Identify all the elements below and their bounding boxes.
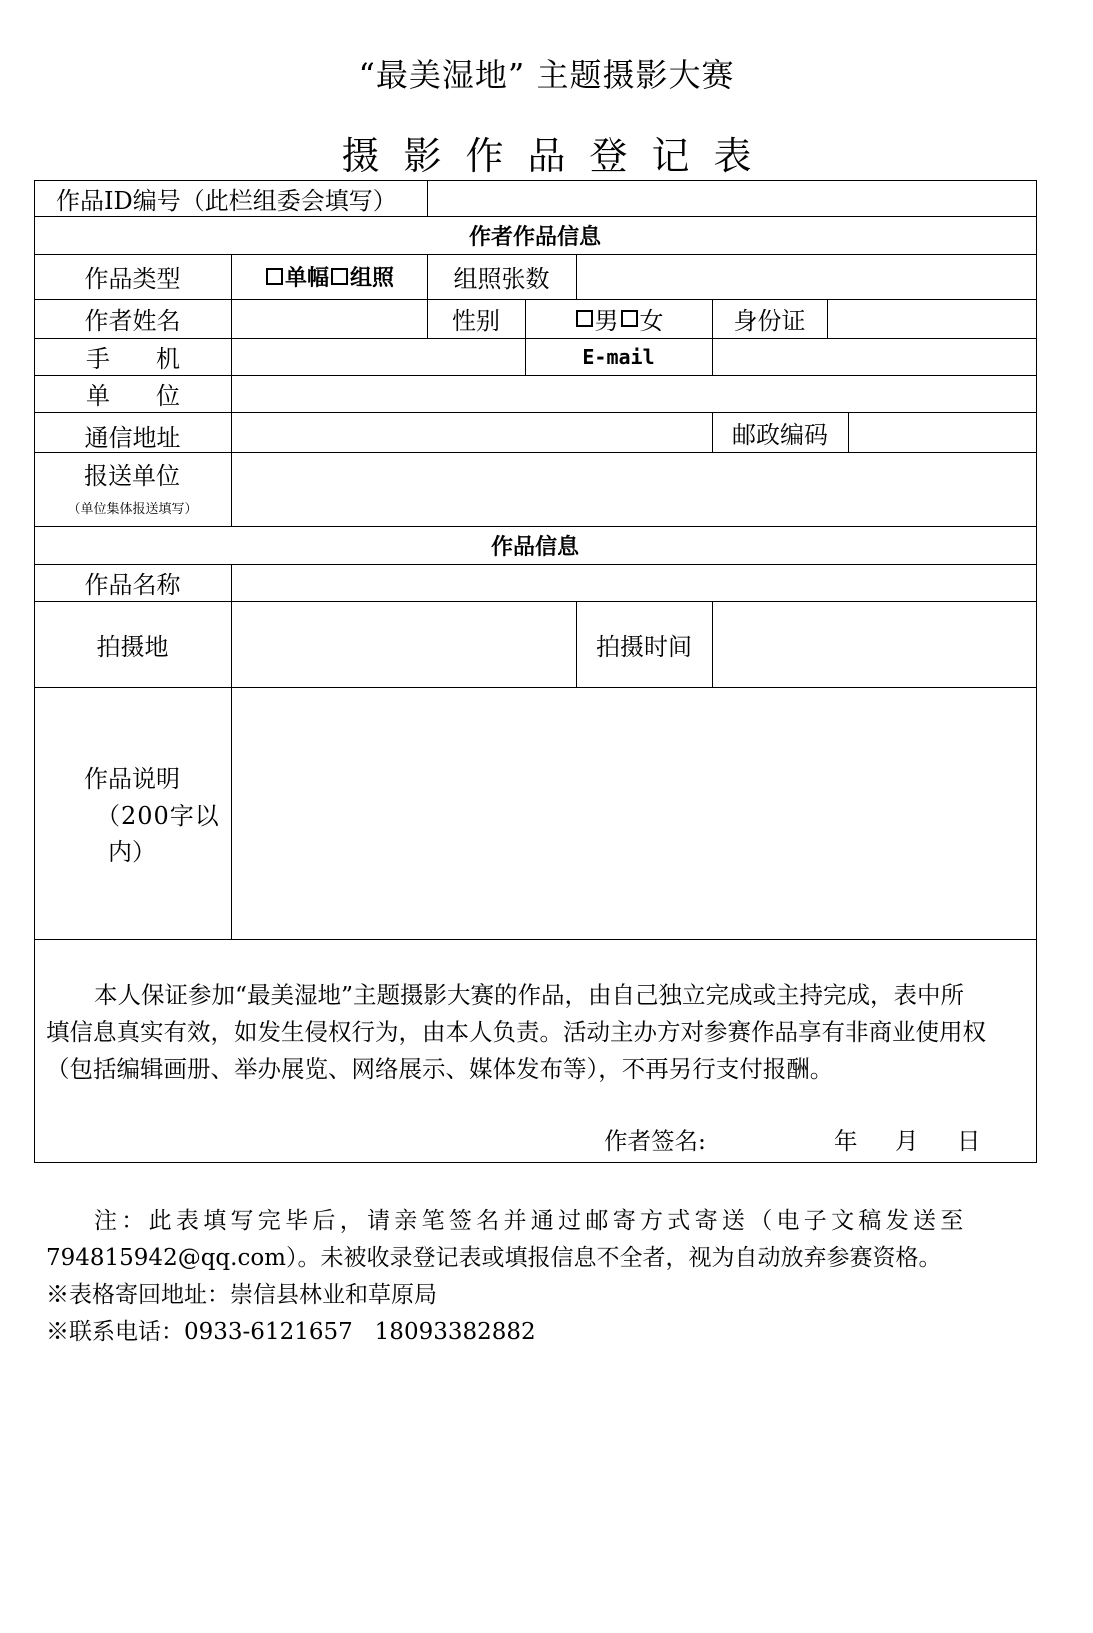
- note-contact-phone: ※联系电话：0933-6121657 18093382882: [46, 1319, 536, 1345]
- shoot-time-label: 拍摄时间: [596, 632, 692, 661]
- submit-unit-label: 报送单位: [84, 462, 180, 490]
- date-year-label: 年: [834, 1127, 858, 1155]
- author-name-label: 作者姓名: [84, 307, 181, 335]
- submit-unit-label-block: [34, 452, 231, 526]
- note-line-1: 注：此表填写完毕后，请亲笔签名并通过邮寄方式寄送（电子文稿发送至: [94, 1208, 968, 1234]
- work-type-label: 作品类型: [84, 265, 181, 293]
- male-option-label: 男: [594, 307, 619, 335]
- note-return-address: ※表格寄回地址：崇信县林业和草原局: [46, 1282, 437, 1308]
- id-card-label: 身份证: [733, 307, 806, 335]
- section-work-info: 作品信息: [490, 534, 579, 560]
- female-option-label: 女: [639, 307, 664, 335]
- unit-field[interactable]: [233, 377, 1035, 411]
- date-day-label: 日: [957, 1127, 981, 1155]
- work-id-label: 作品ID编号（此栏组委会填写）: [56, 186, 397, 215]
- email-field[interactable]: [714, 340, 1035, 374]
- gender-options: [525, 299, 712, 338]
- signature-field[interactable]: [710, 1123, 830, 1157]
- group-option-label: 组照: [350, 266, 395, 291]
- work-desc-label: 作品说明 （200字以 内）: [84, 765, 220, 866]
- author-name-field[interactable]: [233, 301, 426, 337]
- group-checkbox[interactable]: [331, 268, 348, 285]
- address-label: 通信地址: [84, 423, 181, 452]
- signature-label: 作者签名:: [604, 1127, 706, 1155]
- note-line-2: 794815942@qq.com）。未被收录登记表或填报信息不全者，视为自动放弃参赛资格。: [46, 1245, 942, 1271]
- work-name-field[interactable]: [233, 566, 1035, 600]
- submit-unit-note: （单位集体报送填写）: [67, 502, 198, 517]
- female-checkbox[interactable]: [621, 310, 638, 327]
- male-checkbox[interactable]: [576, 310, 593, 327]
- shoot-time-field[interactable]: [714, 603, 1035, 686]
- single-checkbox[interactable]: [266, 268, 283, 285]
- section-author-info: 作者作品信息: [468, 224, 601, 250]
- shoot-place-label: 拍摄地: [96, 632, 169, 661]
- phone-field[interactable]: [233, 340, 524, 374]
- declaration-line-3: （包括编辑画册、举办展览、网络展示、媒体发布等），不再另行支付报酬。: [46, 1055, 834, 1083]
- single-option-label: 单幅: [284, 266, 329, 291]
- date-month-label: 月: [895, 1127, 919, 1155]
- email-label: E-mail: [582, 344, 655, 369]
- declaration-line-2: 填信息真实有效，如发生侵权行为，由本人负责。活动主办方对参赛作品享有非商业使用权: [46, 1018, 986, 1046]
- postcode-field[interactable]: [850, 414, 1035, 451]
- submit-unit-field[interactable]: [233, 454, 1035, 525]
- phone-label: 手 机: [86, 345, 180, 373]
- work-type-options: [231, 254, 427, 299]
- work-id-field[interactable]: [429, 182, 1035, 215]
- gender-label: 性别: [452, 307, 500, 335]
- group-count-field[interactable]: [578, 256, 1035, 298]
- group-count-label: 组照张数: [453, 265, 550, 293]
- id-card-field[interactable]: [829, 301, 1035, 337]
- work-desc-field[interactable]: [233, 689, 1035, 938]
- unit-label: 单 位: [86, 382, 180, 410]
- address-field[interactable]: [233, 414, 711, 451]
- work-name-label: 作品名称: [84, 571, 181, 599]
- form-title: 摄影作品登记表: [341, 134, 776, 178]
- declaration-line-1: 本人保证参加“最美湿地”主题摄影大赛的作品，由自己独立完成或主持完成，表中所: [94, 981, 965, 1009]
- contest-title: “最美湿地” 主题摄影大赛: [358, 56, 735, 94]
- shoot-place-field[interactable]: [233, 603, 575, 686]
- postcode-label: 邮政编码: [732, 420, 828, 449]
